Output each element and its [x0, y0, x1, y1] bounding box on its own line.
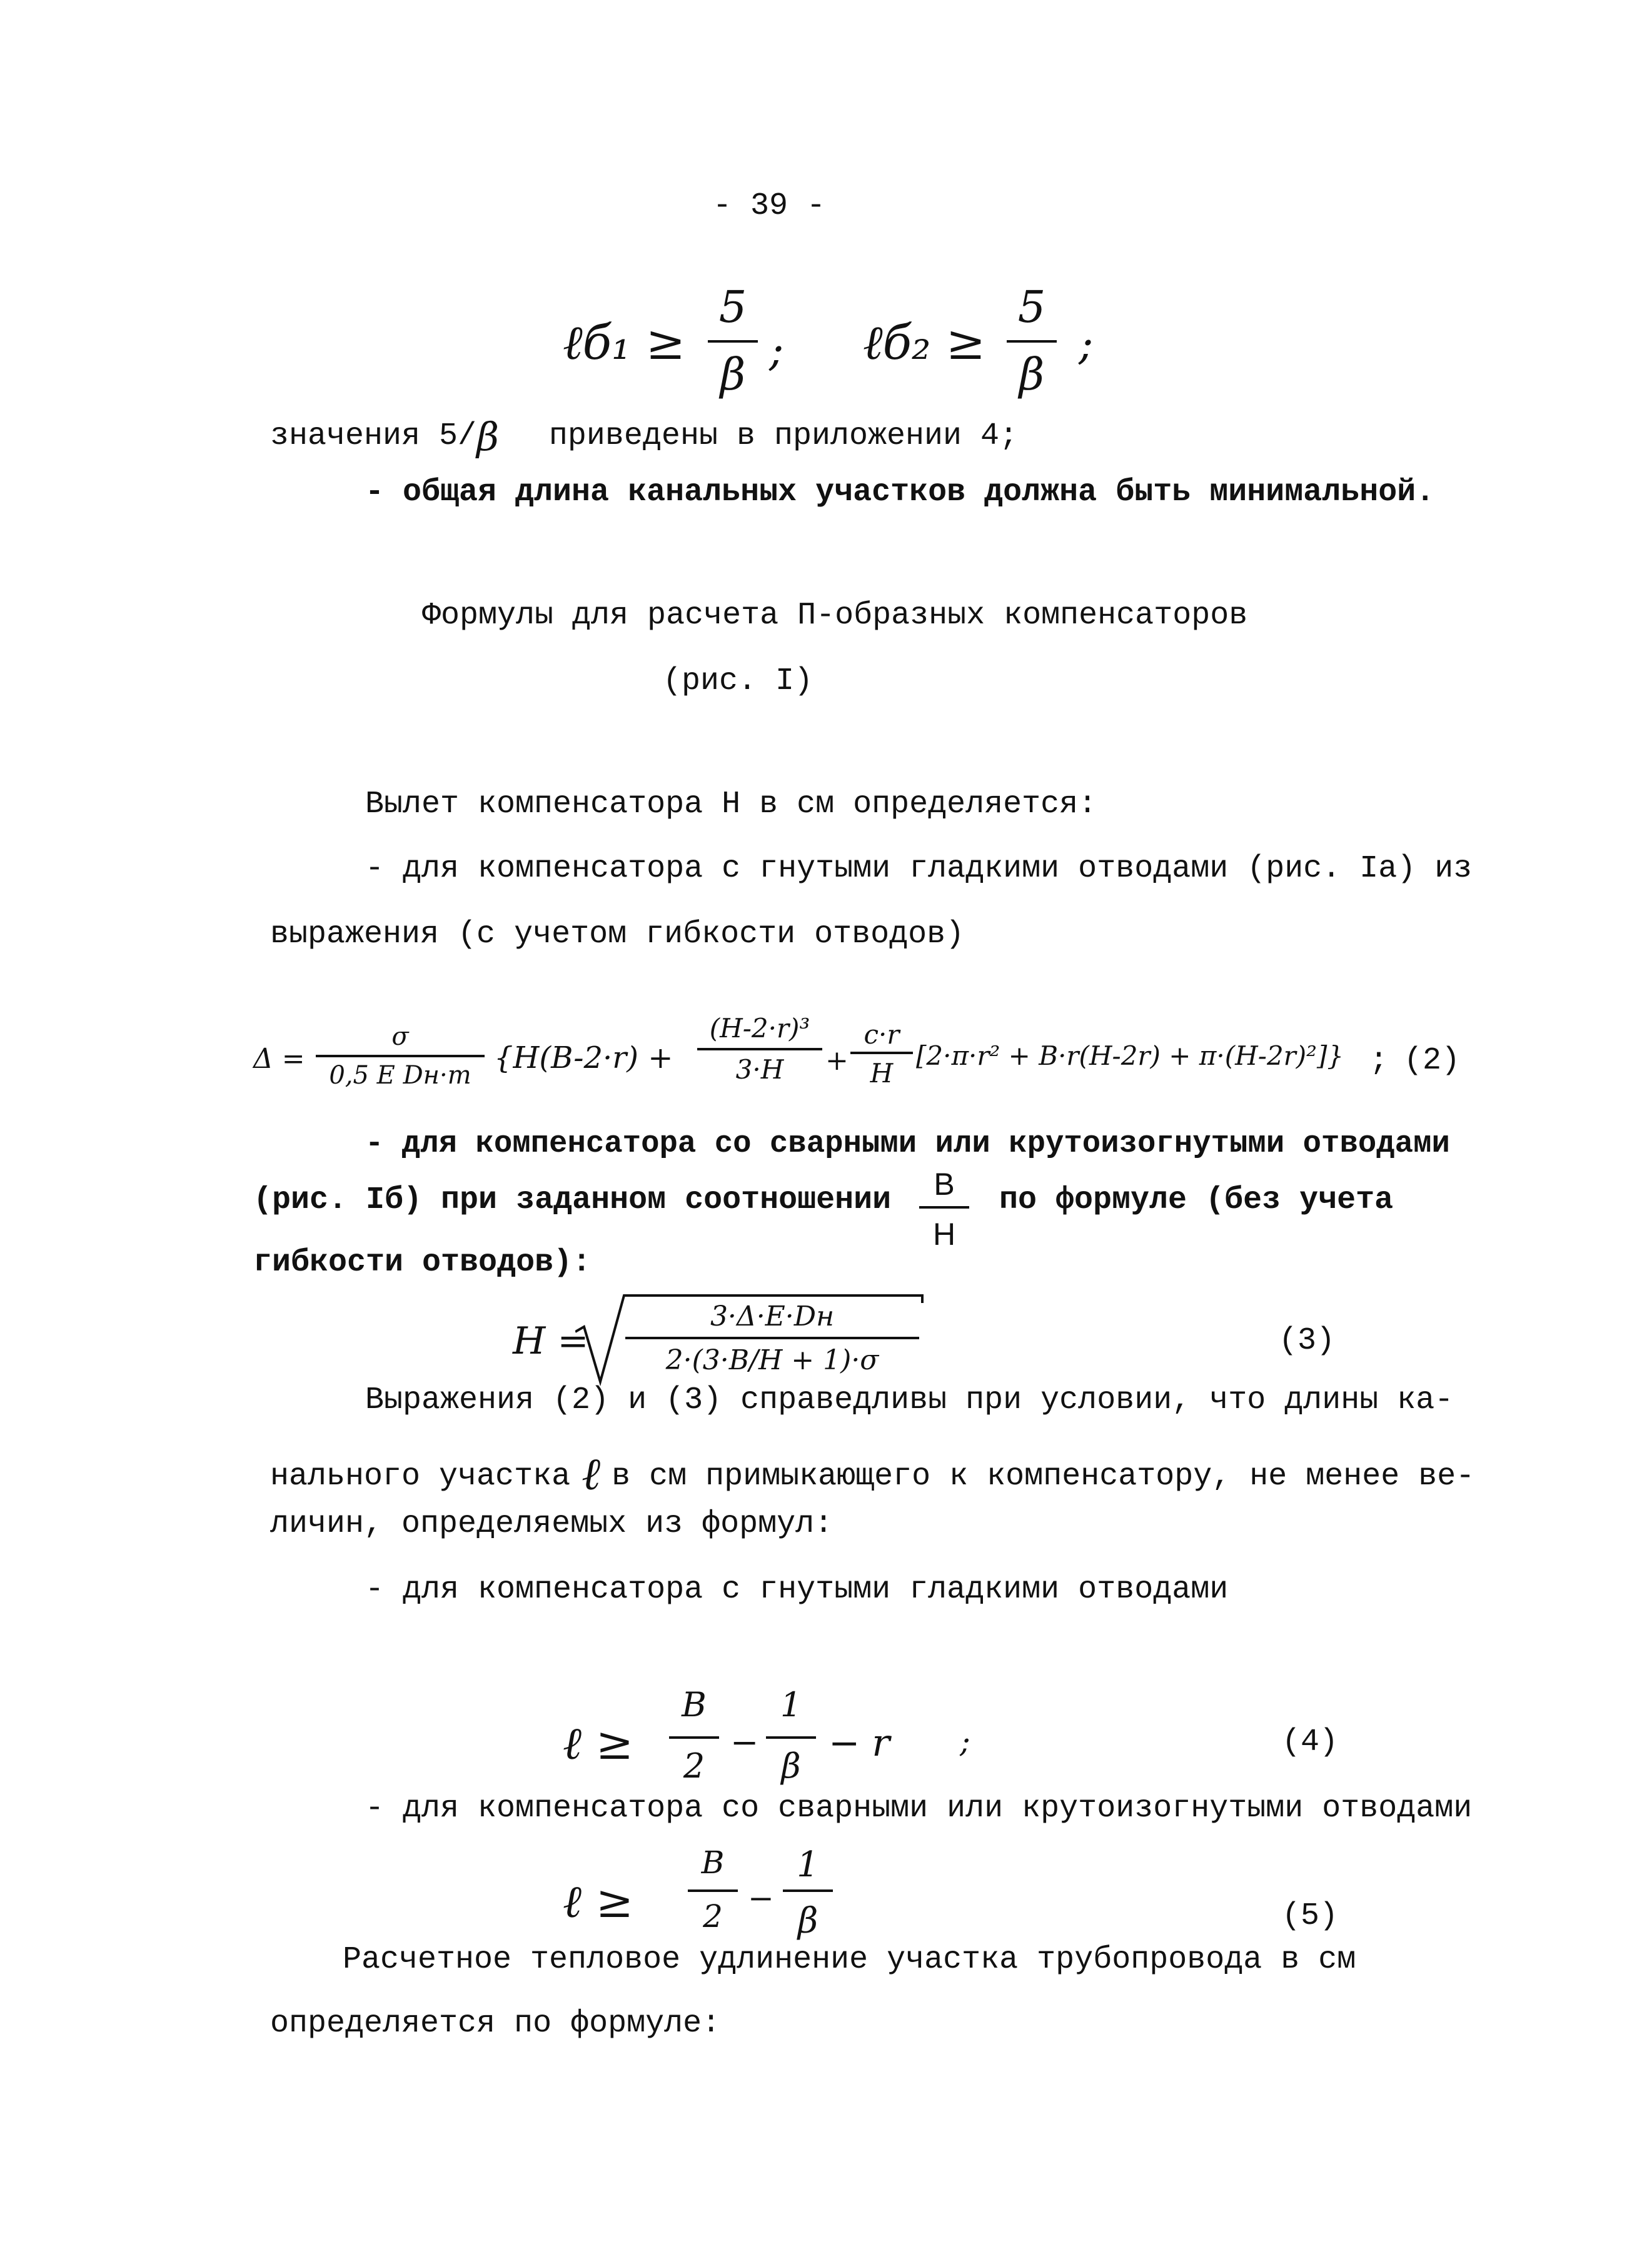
- paragraph-h-line2: - для компенсатора с гнутыми гладкими отводами (рис. Iа) из: [365, 851, 1473, 887]
- formula4-tail: − r: [829, 1721, 890, 1765]
- formula5-label: (5): [1282, 1898, 1339, 1934]
- paragraph-valid-line3: личин, определяемых из формул:: [270, 1506, 834, 1542]
- formula5-lhs: ℓ ≥: [563, 1875, 634, 1928]
- ratio-b-over-h: [919, 1166, 969, 1260]
- paragraph-valid-line2: [270, 1446, 1475, 1500]
- formula3-denominator: 2·(3·B/H + 1)·σ: [665, 1344, 879, 1376]
- formula2-frac-den: 0,5 E Dн·m: [329, 1061, 471, 1090]
- formula2-frac2-den: 3·H: [735, 1054, 784, 1085]
- expr1-separator: ;: [769, 325, 784, 376]
- formula4-f2-bar: [766, 1736, 816, 1739]
- formula2-frac-bar: [316, 1055, 485, 1057]
- values-line: [270, 411, 1019, 460]
- minimal-length-line: - общая длина канальных участков должна быть минимальной.: [365, 475, 1435, 510]
- formula4-f2-num: 1: [780, 1685, 802, 1724]
- formula3-lhs: H =: [513, 1319, 589, 1363]
- formula5-minus: −: [748, 1880, 774, 1916]
- paragraph-valid-line2-a: нального участка: [270, 1459, 571, 1494]
- ell-symbol: ℓ: [582, 1447, 601, 1500]
- formula4-f2-den: β: [781, 1746, 801, 1786]
- paragraph-welded-line3: гибкости отводов):: [253, 1245, 592, 1280]
- formula5-f1-den: 2: [703, 1898, 723, 1934]
- expr2-numerator: 5: [1017, 281, 1046, 333]
- formula5-fraction-2: [783, 1844, 833, 1957]
- paragraph-welded-line2-b: по формуле (без учета: [999, 1182, 1394, 1218]
- formula2-frac-num: σ: [391, 1022, 409, 1051]
- formula-5: [563, 1835, 1376, 1960]
- formula3-bar: [625, 1337, 919, 1339]
- formula2-label: (2): [1404, 1043, 1461, 1079]
- formula4-label: (4): [1282, 1724, 1339, 1760]
- formula4-f1-bar: [669, 1736, 719, 1739]
- formula5-f2-den: β: [797, 1901, 818, 1941]
- expr2-lhs: ℓб₂ ≥: [863, 314, 986, 370]
- expr1-fraction-bar: [708, 340, 758, 343]
- formula2-part2: [2·π·r² + B·r(H-2r) + π·(H-2r)²]}: [916, 1040, 1344, 1071]
- paragraph-valid-line1: Выражения (2) и (3) справедливы при условии, что длины ка-: [365, 1382, 1454, 1418]
- formula2-end: ;: [1369, 1043, 1389, 1079]
- formula4-lhs: ℓ ≥: [563, 1717, 634, 1769]
- formula-4: [563, 1676, 1376, 1801]
- formula4-minus: −: [730, 1723, 759, 1762]
- paragraph-h-line1: Вылет компенсатора Н в см определяется:: [365, 787, 1097, 822]
- paragraph-valid-line2-b: в см примыкающего к компенсатору, не менее ве-: [612, 1459, 1475, 1494]
- formula4-f1-num: B: [682, 1685, 707, 1724]
- beta-symbol: β: [476, 414, 499, 460]
- formula2-fraction-main: [316, 1022, 485, 1104]
- formula5-f1-num: B: [701, 1844, 725, 1881]
- expr1-lhs: ℓб₁ ≥: [563, 314, 686, 370]
- section-heading-line2: (рис. I): [663, 663, 813, 699]
- formula5-fraction-1: [688, 1844, 738, 1951]
- expr1-numerator: 5: [718, 281, 747, 333]
- expr1-fraction: [708, 281, 758, 400]
- ratio-numerator: В: [934, 1167, 955, 1202]
- formula-2: [253, 988, 1498, 1125]
- formula4-end: ;: [960, 1723, 970, 1759]
- expr2-fraction: [1007, 281, 1057, 400]
- formula5-f2-bar: [783, 1889, 833, 1892]
- paragraph-valid-line4: - для компенсатора с гнутыми гладкими отводами: [365, 1572, 1229, 1607]
- formula3-fraction: [625, 1301, 919, 1388]
- formula-lb-conditions: [563, 269, 1126, 413]
- formula2-frac3-num: c·r: [864, 1019, 900, 1050]
- formula4-fraction-2: [766, 1685, 816, 1798]
- expr2-denominator: β: [1019, 349, 1045, 400]
- formula2-fraction-2: [697, 1013, 822, 1100]
- formula-3: [513, 1288, 1351, 1394]
- formula4-f1-den: 2: [683, 1746, 705, 1786]
- values-line-prefix: значения 5/: [270, 418, 477, 454]
- formula3-numerator: 3·Δ·E·Dн: [710, 1301, 835, 1332]
- formula2-lhs: Δ =: [253, 1043, 305, 1075]
- formula3-label: (3): [1279, 1323, 1336, 1359]
- expr2-fraction-bar: [1007, 340, 1057, 343]
- formula5-f2-num: 1: [797, 1844, 819, 1885]
- expr2-end: ;: [1079, 318, 1094, 370]
- formula5-f1-bar: [688, 1889, 738, 1892]
- formula4-fraction-1: [669, 1685, 719, 1798]
- formula2-fraction-3: [850, 1019, 913, 1100]
- values-line-suffix: приведены в приложении 4;: [548, 418, 1019, 454]
- paragraph-thermal-line1: Расчетное тепловое удлинение участка трубопровода в см: [343, 1942, 1356, 1978]
- formula2-plus: +: [825, 1045, 849, 1077]
- formula2-frac3-den: H: [870, 1058, 894, 1089]
- expr1-denominator: β: [720, 349, 746, 400]
- formula2-frac2-bar: [697, 1048, 822, 1050]
- paragraph-h-line3: выражения (с учетом гибкости отводов): [270, 917, 965, 952]
- formula2-part1: {H(B-2·r) +: [494, 1040, 673, 1075]
- ratio-bar: [919, 1206, 969, 1209]
- page-number: - 39 -: [713, 188, 826, 224]
- paragraph-welded2-line1: - для компенсатора со сварными или крутоизогнутыми отводами: [365, 1791, 1473, 1826]
- ratio-denominator: Н: [932, 1217, 956, 1252]
- formula2-frac2-num: (H-2·r)³: [709, 1013, 810, 1044]
- paragraph-welded-line2-a: (рис. Iб) при заданном соотношении: [253, 1182, 892, 1218]
- paragraph-thermal-line2: определяется по формуле:: [270, 2006, 721, 2041]
- section-heading-line1: Формулы для расчета П-образных компенсаторов: [422, 598, 1248, 633]
- formula2-frac3-bar: [850, 1052, 913, 1054]
- paragraph-welded-line1: - для компенсатора со сварными или крутоизогнутыми отводами: [365, 1126, 1450, 1161]
